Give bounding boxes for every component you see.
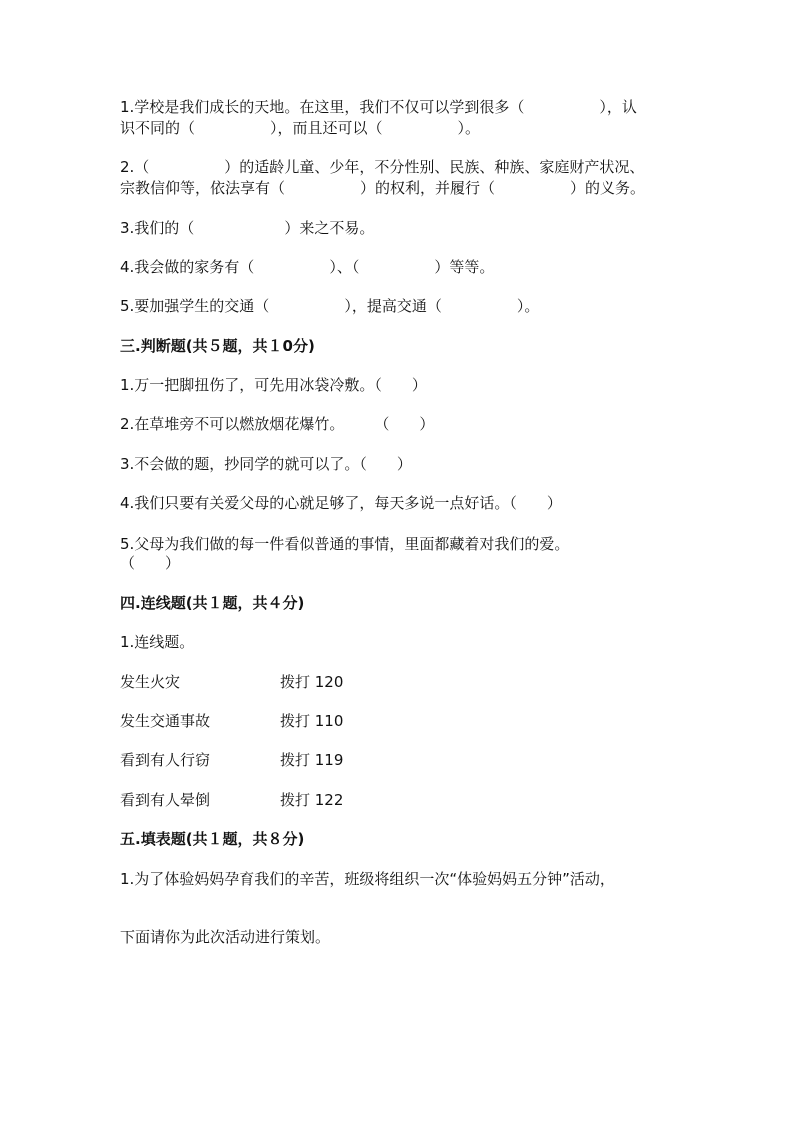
judge-q1: 1.万一把脚扭伤了，可先用冰袋冷敷。（ ） [120, 376, 427, 394]
table-fill-q1-line2: 下面请你为此次活动进行策划。 [120, 928, 331, 946]
fill-q1-line2: 识不同的（ ），而且还可以（ ）。 [120, 119, 481, 137]
match-right-item: 拨打 110 [280, 712, 344, 730]
judge-q5-line2: （ ） [120, 554, 181, 572]
match-left-item: 发生交通事故 [120, 712, 211, 730]
fill-q1-line1: 1.学校是我们成长的天地。在这里，我们不仅可以学到很多（ ），认 [120, 98, 637, 116]
judge-q3: 3.不会做的题，抄同学的就可以了。（ ） [120, 455, 412, 473]
match-left-item: 发生火灾 [120, 673, 181, 691]
fill-q2-line1: 2.（ ）的适龄儿童、少年，不分性别、民族、种族、家庭财产状况、 [120, 158, 645, 176]
judge-q4: 4.我们只要有关爱父母的心就足够了，每天多说一点好话。（ ） [120, 494, 562, 512]
match-right-item: 拨打 120 [280, 673, 344, 691]
fill-q3: 3.我们的（ ）来之不易。 [120, 219, 375, 237]
match-left-item: 看到有人行窃 [120, 751, 211, 769]
match-right-item: 拨打 119 [280, 751, 344, 769]
fill-q2-line2: 宗教信仰等，依法享有（ ）的权利，并履行（ ）的义务。 [120, 179, 646, 197]
judge-q2: 2.在草堆旁不可以燃放烟花爆竹。 （ ） [120, 415, 435, 433]
fill-q4: 4.我会做的家务有（ ）、（ ）等等。 [120, 258, 495, 276]
match-left-item: 看到有人晕倒 [120, 791, 211, 809]
fill-q5: 5.要加强学生的交通（ ），提高交通（ ）。 [120, 297, 540, 315]
match-right-item: 拨打 122 [280, 791, 344, 809]
judge-heading: 三.判断题(共５题，共１0分) [120, 337, 315, 355]
table-fill-q1-line1: 1.为了体验妈妈孕育我们的辛苦，班级将组织一次“体验妈妈五分钟”活动， [120, 870, 615, 888]
judge-q5-line1: 5.父母为我们做的每一件看似普通的事情，里面都藏着对我们的爱。 [120, 535, 570, 553]
matching-q1: 1.连线题。 [120, 633, 195, 651]
matching-heading: 四.连线题(共１题，共４分) [120, 594, 305, 612]
table-fill-heading: 五.填表题(共１题，共８分) [120, 830, 305, 848]
